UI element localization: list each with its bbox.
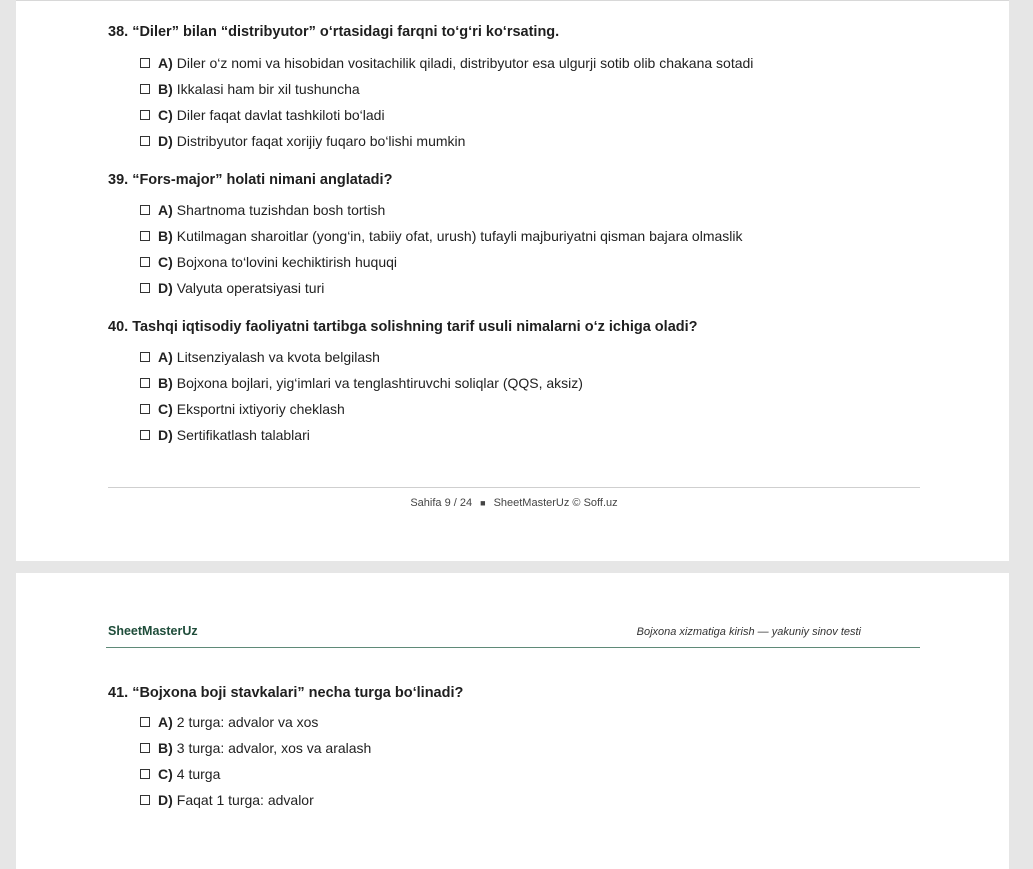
option-text: Litsenziyalash va kvota belgilash [176, 349, 380, 365]
option-list [140, 197, 742, 301]
option-letter: D) [158, 280, 173, 296]
option-letter: C) [158, 254, 173, 270]
question-text: “Fors-major” holati nimani anglatadi? [132, 172, 393, 188]
header-divider [106, 647, 920, 648]
option-letter: D) [158, 792, 173, 808]
question-number: 39. [108, 172, 129, 188]
option-text: Eksportni ixtiyoriy cheklash [176, 401, 345, 417]
option-d[interactable] [140, 422, 583, 448]
option-text: Shartnoma tuzishdan bosh tortish [176, 202, 386, 218]
footer-credit: SheetMasterUz © Soff.uz [493, 497, 618, 509]
checkbox[interactable] [140, 58, 150, 68]
header-subtitle: Bojxona xizmatiga kirish — yakuniy sinov testi [636, 626, 861, 638]
checkbox[interactable] [140, 136, 150, 146]
checkbox[interactable] [140, 283, 150, 293]
option-letter: A) [158, 349, 173, 365]
option-letter: C) [158, 766, 173, 782]
option-b[interactable] [140, 223, 742, 249]
question-39 [108, 171, 968, 296]
question-title [108, 23, 968, 41]
checkbox[interactable] [140, 404, 150, 414]
footer-separator: ■ [480, 498, 486, 508]
question-text: Tashqi iqtisodiy faoliyatni tartibga solishning tarif usuli nimalarni o‘z ichiga oladi? [132, 319, 698, 335]
option-text: 2 turga: advalor va xos [176, 714, 319, 730]
option-letter: C) [158, 107, 173, 123]
footer-divider [108, 487, 920, 488]
option-c[interactable] [140, 249, 742, 275]
page-footer [108, 497, 920, 509]
option-letter: D) [158, 427, 173, 443]
checkbox[interactable] [140, 205, 150, 215]
page-10 [16, 573, 1009, 869]
option-letter: B) [158, 375, 173, 391]
checkbox[interactable] [140, 257, 150, 267]
question-number: 40. [108, 319, 129, 335]
option-text: Distribyutor faqat xorijiy fuqaro bo‘lishi mumkin [176, 133, 466, 149]
option-letter: C) [158, 401, 173, 417]
question-title [108, 171, 968, 189]
option-c[interactable] [140, 761, 371, 787]
option-text: 4 turga [176, 766, 221, 782]
checkbox[interactable] [140, 769, 150, 779]
question-title [108, 684, 968, 702]
option-c[interactable] [140, 102, 753, 128]
question-38 [108, 23, 968, 149]
checkbox[interactable] [140, 352, 150, 362]
option-b[interactable] [140, 370, 583, 396]
option-letter: B) [158, 81, 173, 97]
option-d[interactable] [140, 787, 371, 813]
question-40 [108, 318, 968, 443]
option-text: Kutilmagan sharoitlar (yong‘in, tabiiy ofat, urush) tufayli majburiyatni qisman bajara olmaslik [176, 228, 743, 244]
option-d[interactable] [140, 128, 753, 154]
option-text: Diler o‘z nomi va hisobidan vositachilik qiladi, distribyutor esa ulgurji sotib olib chakana sotadi [176, 55, 754, 71]
question-number: 38. [108, 24, 129, 40]
question-41 [108, 684, 968, 808]
question-number: 41. [108, 685, 129, 701]
checkbox[interactable] [140, 110, 150, 120]
option-text: Diler faqat davlat tashkiloti bo‘ladi [176, 107, 385, 123]
checkbox[interactable] [140, 430, 150, 440]
option-list [140, 344, 583, 448]
option-letter: A) [158, 55, 173, 71]
option-letter: B) [158, 740, 173, 756]
option-a[interactable] [140, 344, 583, 370]
checkbox[interactable] [140, 378, 150, 388]
option-letter: A) [158, 202, 173, 218]
option-a[interactable] [140, 50, 753, 76]
option-text: 3 turga: advalor, xos va aralash [176, 740, 372, 756]
option-a[interactable] [140, 197, 742, 223]
option-text: Sertifikatlash talablari [176, 427, 310, 443]
header-brand: SheetMasterUz [108, 624, 198, 638]
checkbox[interactable] [140, 717, 150, 727]
checkbox[interactable] [140, 231, 150, 241]
question-title [108, 318, 968, 336]
option-list [140, 50, 753, 154]
option-text: Faqat 1 turga: advalor [176, 792, 314, 808]
option-list [140, 709, 371, 813]
option-text: Valyuta operatsiyasi turi [176, 280, 325, 296]
option-text: Bojxona to‘lovini kechiktirish huquqi [176, 254, 398, 270]
option-a[interactable] [140, 709, 371, 735]
option-text: Bojxona bojlari, yig‘imlari va tenglashtiruvchi soliqlar (QQS, aksiz) [176, 375, 583, 391]
option-letter: D) [158, 133, 173, 149]
option-letter: A) [158, 714, 173, 730]
question-text: “Bojxona boji stavkalari” necha turga bo‘linadi? [132, 685, 464, 701]
checkbox[interactable] [140, 795, 150, 805]
checkbox[interactable] [140, 743, 150, 753]
option-letter: B) [158, 228, 173, 244]
question-text: “Diler” bilan “distribyutor” o‘rtasidagi farqni to‘g‘ri ko‘rsating. [132, 24, 560, 40]
page-9 [16, 0, 1009, 561]
option-b[interactable] [140, 76, 753, 102]
option-c[interactable] [140, 396, 583, 422]
option-d[interactable] [140, 275, 742, 301]
option-text: Ikkalasi ham bir xil tushuncha [176, 81, 360, 97]
option-b[interactable] [140, 735, 371, 761]
checkbox[interactable] [140, 84, 150, 94]
page-number: Sahifa 9 / 24 [410, 497, 473, 509]
